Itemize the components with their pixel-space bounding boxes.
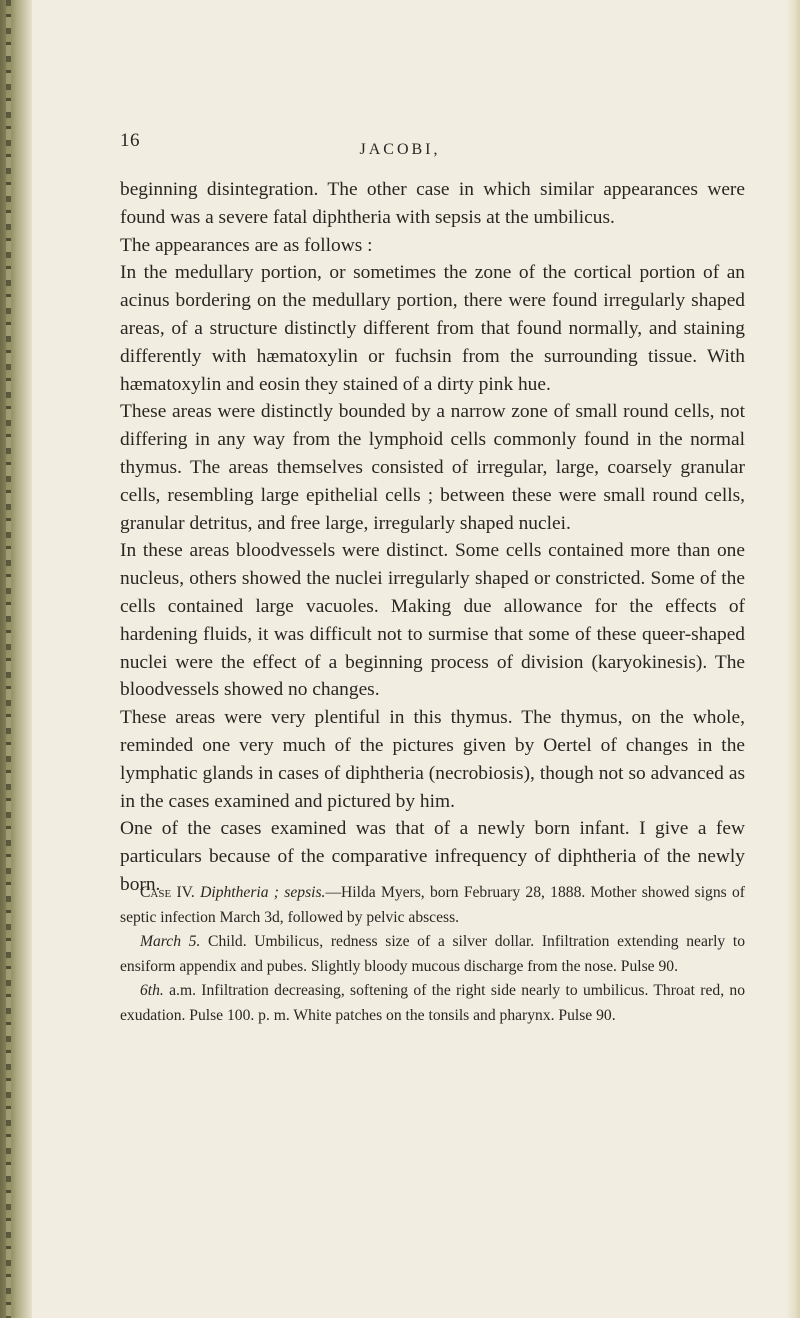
paragraph-4: These areas were distinctly bounded by a narrow zone of small round cells, not differing in any way from the lymphoid cells commonly found in the normal thymus. The areas themselves consisted of irregular, large, coarsely granular cells, resembling large epithelial cells ; between these were small round cells, granular detritus, and free large, irregularly shaped nuclei. bbox=[120, 401, 745, 534]
paragraph-7: One of the cases examined was that of a newly born infant. I give a few particulars because of the comparative infrequency of diphtheria of the newly born. bbox=[120, 818, 745, 895]
sixth-label: 6th. bbox=[140, 982, 164, 1000]
march-5-entry bbox=[120, 930, 745, 979]
page-right-edge bbox=[786, 0, 800, 1318]
paragraph-5: In these areas bloodvessels were distinct. Some cells contained more than one nucleus, others showed the nuclei irregularly shaped or constricted. Some of the cells contained large vacuoles. Making due allowance for the effects of hardening fluids, it was difficult not to surmise that some of these queer-shaped nuclei were the effect of a beginning process of division (karyokinesis). The bloodvessels showed no changes. bbox=[120, 540, 745, 701]
main-text bbox=[120, 176, 745, 899]
sixth-text: a.m. Infiltration decreasing, softening of the right side nearly to umbilicus. Throat red, no exudation. Pulse 100. p. m. White patches on the tonsils and pharynx. Pulse 90. bbox=[120, 982, 745, 1024]
case-intro: —Hilda Myers, born February 28, 1888. Mother showed signs of septic infection March 3d, followed by pelvic abscess. bbox=[120, 884, 745, 926]
paragraph-6: These areas were very plentiful in this thymus. The thymus, on the whole, reminded one very much of the pictures given by Oertel of changes in the lymphatic glands in cases of diphtheria (necrobiosis), though not so advanced as in the cases examined and pictured by him. bbox=[120, 707, 745, 812]
paragraph-1: beginning disintegration. The other case in which similar appearances were found was a severe fatal diphtheria with sepsis at the umbilicus. bbox=[120, 179, 745, 228]
case-title: Diphtheria ; sepsis. bbox=[200, 884, 326, 901]
paragraph-3: In the medullary portion, or sometimes the zone of the cortical portion of an acinus bordering on the medullary portion, there were found irregularly shaped areas, of a structure distinctly different from that found normally, and staining differently with hæmatoxylin or fuchsin from the surrounding tissue. With hæmatoxylin and eosin they stained of a dirty pink hue. bbox=[120, 262, 745, 395]
sixth-entry bbox=[120, 979, 745, 1028]
march-5-text: Child. Umbilicus, redness size of a silver dollar. Infiltration extending nearly to ensiform appendix and pubes. Slightly bloody mucous discharge from the nose. Pulse 90. bbox=[120, 933, 745, 975]
running-head: JACOBI, bbox=[359, 141, 441, 158]
case-entry bbox=[120, 881, 745, 930]
paragraph-2: The appearances are as follows : bbox=[120, 234, 373, 256]
page-number: 16 bbox=[120, 130, 140, 151]
page-binding-edge bbox=[0, 0, 32, 1318]
case-notes bbox=[120, 881, 745, 1029]
march-5-label: March 5. bbox=[140, 933, 201, 951]
case-label: Case IV. bbox=[140, 884, 195, 901]
